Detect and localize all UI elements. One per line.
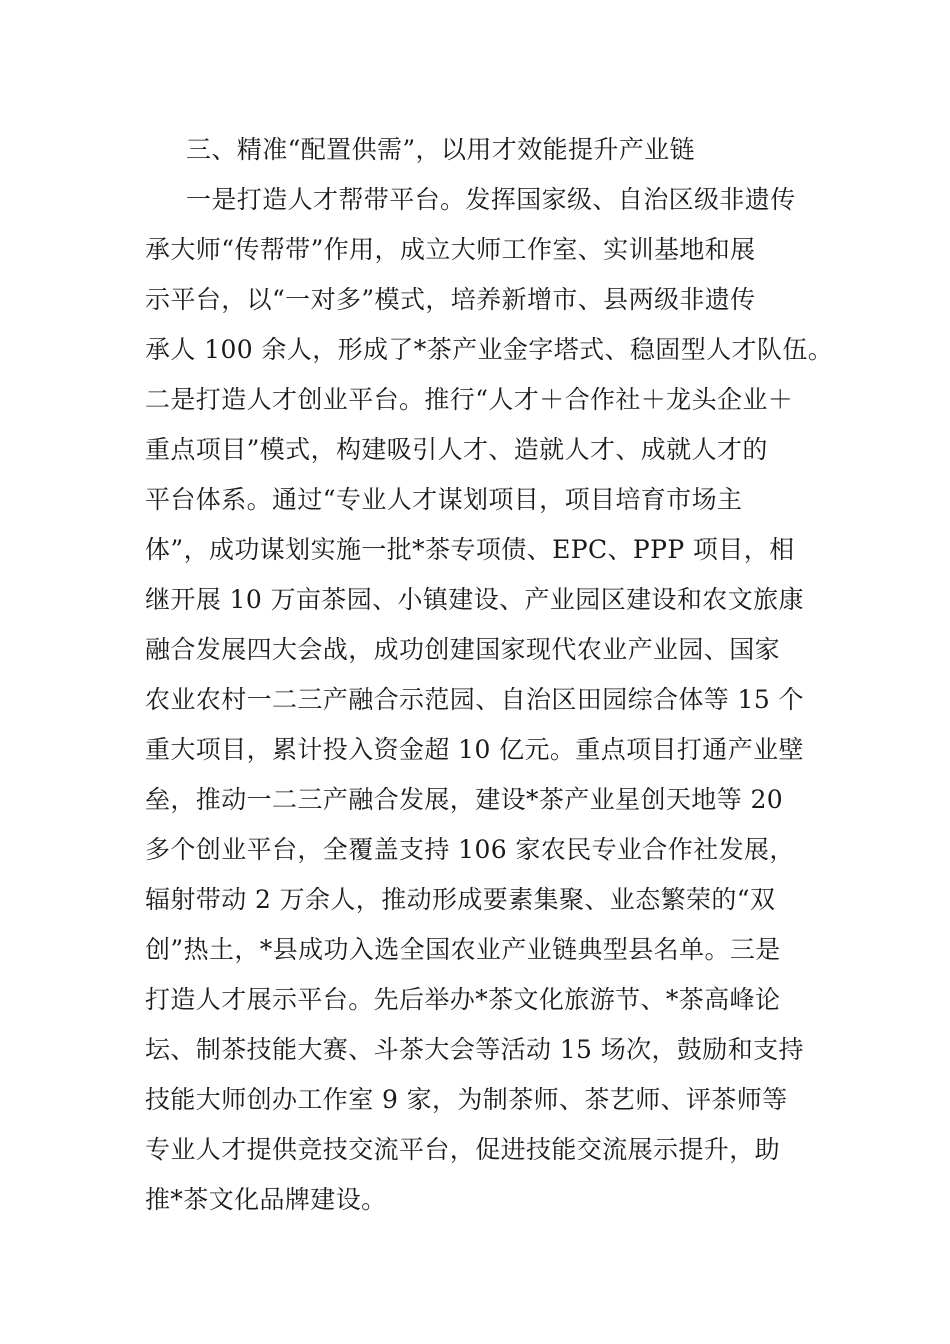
paragraph-line: 多个创业平台，全覆盖支持 106 家农民专业合作社发展，	[145, 835, 795, 864]
paragraph-line: 平台体系。通过“专业人才谋划项目，项目培育市场主	[145, 485, 743, 514]
paragraph-line: 承人 100 余人，形成了*茶产业金字塔式、稳固型人才队伍。	[145, 335, 834, 364]
paragraph-line: 体”，成功谋划实施一批*茶专项债、EPC、PPP 项目，相	[145, 535, 795, 564]
paragraph-line: 垒，推动一二三产融合发展，建设*茶产业星创天地等 20	[145, 785, 784, 814]
section-heading: 三、精准“配置供需”，以用才效能提升产业链	[186, 135, 695, 164]
paragraph-line: 农业农村一二三产融合示范园、自治区田园综合体等 15 个	[145, 685, 804, 714]
paragraph-line: 重点项目”模式，构建吸引人才、造就人才、成就人才的	[145, 435, 768, 464]
paragraph-line: 一是打造人才帮带平台。发挥国家级、自治区级非遗传	[186, 185, 796, 214]
paragraph-line: 重大项目，累计投入资金超 10 亿元。重点项目打通产业壁	[145, 735, 804, 764]
paragraph-line: 专业人才提供竞技交流平台，促进技能交流展示提升，助	[145, 1135, 781, 1164]
paragraph-line: 推*茶文化品牌建设。	[145, 1185, 387, 1214]
paragraph-line: 技能大师创办工作室 9 家，为制茶师、茶艺师、评茶师等	[145, 1085, 788, 1114]
paragraph-line: 二是打造人才创业平台。推行“人才＋合作社＋龙头企业＋	[145, 385, 794, 414]
paragraph-line: 继开展 10 万亩茶园、小镇建设、产业园区建设和农文旅康	[145, 585, 804, 614]
paragraph-line: 示平台，以“一对多”模式，培养新增市、县两级非遗传	[145, 285, 756, 314]
paragraph-line: 承大师“传帮带”作用，成立大师工作室、实训基地和展	[145, 235, 756, 264]
paragraph-line: 打造人才展示平台。先后举办*茶文化旅游节、*茶高峰论	[145, 985, 781, 1014]
paragraph-line: 创”热土，*县成功入选全国农业产业链典型县名单。三是	[145, 935, 781, 964]
paragraph-line: 辐射带动 2 万余人，推动形成要素集聚、业态繁荣的“双	[145, 885, 776, 914]
paragraph-line: 坛、制茶技能大赛、斗茶大会等活动 15 场次，鼓励和支持	[145, 1035, 804, 1064]
paragraph-line: 融合发展四大会战，成功创建国家现代农业产业园、国家	[145, 635, 781, 664]
